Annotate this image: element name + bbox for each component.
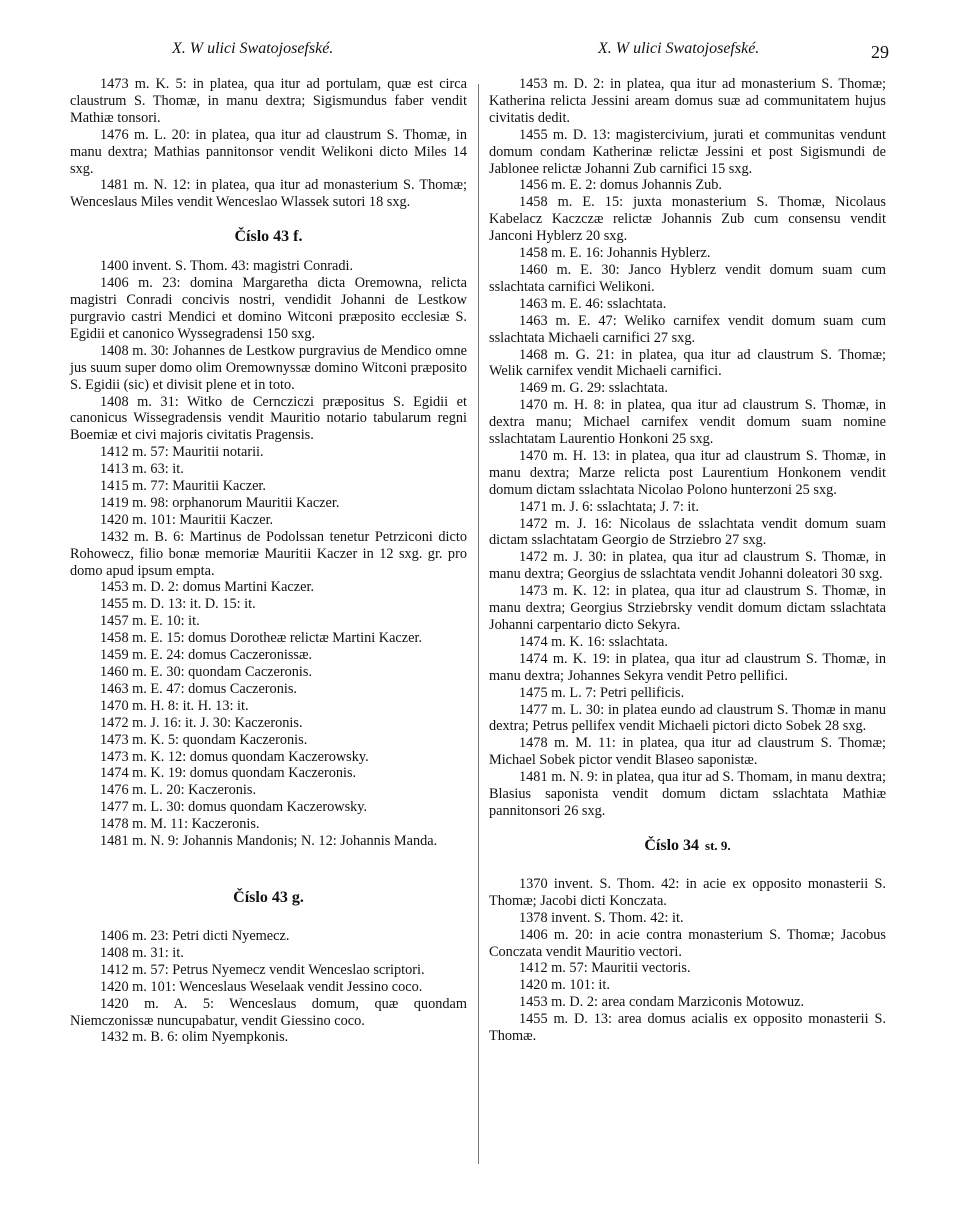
entry-paragraph (489, 313, 886, 347)
entry-paragraph (489, 194, 886, 245)
entry-paragraph (489, 245, 886, 262)
entry-text: 1458 m. E. 15: juxta monasterium S. Thomæ, Nicolaus Kabelacz Kaczczæ relictæ Johannis Zub cum consensu vendit Janconi Hyblerz 20 sxg. (489, 194, 886, 245)
entry-text: 1481 m. N. 9: in platea, qua itur ad S. Thomam, in manu dextra; Blasius saponista vendit domum dictam sslachtata Mathiæ pannitonsori 26 sxg. (489, 769, 886, 819)
entry-paragraph (70, 444, 467, 461)
running-header-right: X. W ulici Swatojosefské. (598, 40, 760, 57)
section-heading-suffix: st. 9. (705, 837, 731, 853)
section-heading (70, 888, 467, 908)
entry-paragraph (70, 816, 467, 833)
entry-paragraph (70, 799, 467, 816)
section-heading (489, 836, 886, 856)
entry-text: 1481 m. N. 12: in platea, qua itur ad monasterium S. Thomæ; Wenceslaus Miles vendit Wenceslao Wlassek sutori 18 sxg. (70, 177, 467, 211)
entry-paragraph (489, 76, 886, 127)
entry-paragraph (70, 1029, 467, 1046)
entry-paragraph (489, 910, 886, 927)
entry-text: 1456 m. E. 2: domus Johannis Zub. (519, 177, 722, 194)
entry-text: 1412 m. 57: Mauritii notarii. (100, 444, 264, 461)
section-heading-text: Číslo 34 (644, 836, 700, 854)
entry-text: 1471 m. J. 6: sslachtata; J. 7: it. (519, 498, 699, 515)
entry-paragraph (489, 977, 886, 994)
entry-paragraph (70, 127, 467, 178)
section-heading-text: Číslo 43 f. (234, 228, 303, 246)
entry-text: 1420 m. 101: it. (519, 977, 610, 994)
entry-paragraph (489, 685, 886, 702)
entry-text: 1460 m. E. 30: quondam Caczeronis. (100, 664, 313, 680)
entry-paragraph (489, 927, 886, 961)
entry-text: 1473 m. K. 12: domus quondam Kaczerowsky. (100, 748, 369, 765)
entry-paragraph (70, 732, 467, 749)
entry-text: 1400 invent. S. Thom. 43: magistri Conradi. (100, 258, 354, 275)
entry-paragraph (489, 549, 886, 583)
entry-paragraph (70, 749, 467, 766)
entry-paragraph (70, 664, 467, 681)
entry-text: 1455 m. D. 13: magistercivium, jurati et communitas vendunt domum condam Katherinæ relictæ Jessini et post Sigismundi de Jablonee relictæ Johanni Zub carnifici 15 sxg. (489, 126, 886, 177)
entry-paragraph (70, 715, 467, 732)
entry-text: 1412 m. 57: Mauritii vectoris. (519, 960, 691, 977)
entry-text: 1408 m. 30: Johannes de Lestkow purgravius de Mendico omne jus suum super domo olim Oremownyssæ domino Witconi præposito S. Egidii (sic) et divisit plene et in toto. (70, 342, 467, 393)
entry-paragraph (70, 782, 467, 799)
entry-text: 1470 m. H. 13: in platea, qua itur ad claustrum S. Thomæ, in manu dextra; Marze relicta post Laurentium Honkonem vendit domum dictam sslachtata Nicolao Polono hunterzoni 25 sxg. (489, 447, 886, 498)
entry-text: 1478 m. M. 11: in platea, qua itur ad claustrum S. Thomæ; Michael Sobek pictor vendit Blaseo saponistæ. (489, 735, 886, 769)
entry-text: 1408 m. 31: Witko de Cerncziczi præpositus S. Egidii et canonicus Wissegradensis vendit Mauritio notario tabularum regni Boemiæ et civi majoris civitatis Pragensis. (70, 393, 467, 444)
entry-paragraph (70, 613, 467, 630)
entry-text: 1413 m. 63: it. (100, 461, 184, 478)
entry-paragraph (70, 681, 467, 698)
column-divider (478, 84, 479, 1164)
entry-text: 1420 m. A. 5: Wenceslaus domum, quæ quondam Niemczonissæ nuncupabatur, vendit Giessino coco. (70, 995, 467, 1029)
entry-paragraph (489, 296, 886, 313)
entry-text: 1408 m. 31: it. (100, 944, 184, 961)
entry-paragraph (70, 945, 467, 962)
entry-text: 1453 m. D. 2: domus Martini Kaczer. (100, 579, 315, 596)
entry-paragraph (70, 765, 467, 782)
entry-text: 1477 m. L. 30: domus quondam Kaczerowsky. (100, 799, 368, 816)
entry-text: 1406 m. 23: Petri dicti Nyemecz. (100, 927, 290, 944)
entry-paragraph (70, 461, 467, 478)
entry-paragraph (70, 647, 467, 664)
entry-paragraph (70, 394, 467, 445)
entry-paragraph (489, 1011, 886, 1045)
entry-text: 1476 m. L. 20: Kaczeronis. (100, 782, 257, 799)
entry-paragraph (70, 495, 467, 512)
entry-paragraph (489, 516, 886, 550)
entry-text: 1475 m. L. 7: Petri pellificis. (519, 684, 685, 701)
entry-paragraph (489, 702, 886, 736)
entry-text: 1472 m. J. 16: Nicolaus de sslachtata vendit domum suam dictam sslachtatam Georgio de Strziebro 27 sxg. (489, 515, 886, 549)
entry-text: 1458 m. E. 15: domus Dorotheæ relictæ Martini Kaczer. (100, 630, 423, 647)
entry-paragraph (70, 833, 467, 850)
entry-text: 1420 m. 101: Wenceslaus Weselaak vendit Jessino coco. (100, 978, 423, 995)
entry-text: 1432 m. B. 6: olim Nyempkonis. (100, 1029, 289, 1046)
left-column (70, 76, 467, 1046)
entry-paragraph (70, 258, 467, 275)
entry-text: 1469 m. G. 29: sslachtata. (519, 380, 668, 397)
entry-text: 1370 invent. S. Thom. 42: in acie ex opposito monasterii S. Thomæ; Jacobi dicti Konczata. (489, 875, 886, 909)
entry-text: 1406 m. 20: in acie contra monasterium S. Thomæ; Jacobus Conczata vendit Mauritio vectori. (489, 926, 886, 960)
page-number: 29 (871, 42, 889, 62)
entry-text: 1453 m. D. 2: area condam Marziconis Motowuz. (519, 994, 805, 1011)
entry-text: 1474 m. K. 19: in platea, qua itur ad claustrum S. Thomæ, in manu dextra; Johannes Sekyra vendit Petro pellifici. (489, 650, 886, 684)
entry-text: 1415 m. 77: Mauritii Kaczer. (100, 478, 266, 495)
entry-paragraph (489, 177, 886, 194)
entry-text: 1473 m. K. 12: in platea, qua itur ad claustrum S. Thomæ, in manu dextra; Georgius Strziebrsky vendit domum dictam sslachtata Johanni carpentario dicto Sekyra. (489, 583, 886, 633)
entry-paragraph (489, 583, 886, 634)
entry-text: 1457 m. E. 10: it. (100, 613, 200, 630)
entry-text: 1473 m. K. 5: quondam Kaczeronis. (100, 731, 308, 748)
section-heading-text: Číslo 43 g. (233, 888, 304, 906)
entry-text: 1406 m. 23: domina Margaretha dicta Oremowna, relicta magistri Conradi concivis nostri, vendidit Johanni de Lestkow purgravio castri Mendici et domino Witconi præposito ecclesiæ S. Egidii et canonico Wyssegradensi 150 sxg. (70, 275, 467, 342)
entry-paragraph (70, 343, 467, 394)
entry-text: 1477 m. L. 30: in platea eundo ad claustrum S. Thomæ in manu dextra; Petrus pellifex vendit Michaeli pictori dicto Sobek 28 sxg. (489, 701, 886, 735)
entry-paragraph (70, 596, 467, 613)
entry-paragraph (489, 735, 886, 769)
entry-text: 1460 m. E. 30: Janco Hyblerz vendit domum suam cum sslachtata carnifici Welikoni. (489, 261, 886, 295)
entry-paragraph (489, 634, 886, 651)
entry-text: 1470 m. H. 8: it. H. 13: it. (100, 697, 249, 714)
entry-paragraph (489, 397, 886, 448)
entry-paragraph (70, 630, 467, 647)
entry-paragraph (489, 127, 886, 178)
entry-text: 1453 m. D. 2: in platea, qua itur ad monasterium S. Thomæ; Katherina relicta Jessini aream domus suæ ad communitatem hujus civitatis dedit. (489, 76, 886, 126)
entry-paragraph (489, 651, 886, 685)
entry-paragraph (70, 962, 467, 979)
entry-paragraph (489, 448, 886, 499)
entry-text: 1476 m. L. 20: in platea, qua itur ad claustrum S. Thomæ, in manu dextra; Mathias pannitonsor vendit Welikoni dicto Miles 14 sxg. (70, 126, 467, 177)
entry-paragraph (70, 275, 467, 343)
entry-text: 1478 m. M. 11: Kaczeronis. (100, 816, 260, 833)
right-column (489, 76, 886, 1045)
entry-paragraph (489, 380, 886, 397)
entry-paragraph (70, 928, 467, 945)
section-heading (70, 227, 467, 247)
entry-text: 1463 m. E. 47: Weliko carnifex vendit domum suam cum sslachtata Michaeli carnifici 27 sxg. (489, 312, 886, 346)
entry-text: 1378 invent. S. Thom. 42: it. (519, 909, 684, 926)
entry-paragraph (70, 529, 467, 580)
entry-text: 1463 m. E. 47: domus Caczeronis. (100, 680, 297, 697)
entry-text: 1472 m. J. 16: it. J. 30: Kaczeronis. (100, 714, 303, 731)
entry-text: 1474 m. K. 16: sslachtata. (519, 633, 668, 650)
running-header-left: X. W ulici Swatojosefské. (172, 40, 334, 57)
entry-text: 1432 m. B. 6: Martinus de Podolssan tenetur Petrziconi dicto Rohowecz, filio bonæ memoriæ Mauritii Kaczer in 12 sxg. gr. pro domo apud ipsum empta. (70, 528, 467, 579)
entry-paragraph (489, 347, 886, 381)
entry-paragraph (70, 512, 467, 529)
entry-text: 1470 m. H. 8: in platea, qua itur ad claustrum S. Thomæ, in dextra manu; Michael carnifex vendit domum suam nomine sslachtatam Laurentio Honkoni 25 sxg. (489, 397, 886, 448)
entry-text: 1455 m. D. 13: area domus acialis ex opposito monasterii S. Thomæ. (489, 1011, 886, 1045)
entry-paragraph (70, 698, 467, 715)
entry-paragraph (489, 499, 886, 516)
entry-text: 1412 m. 57: Petrus Nyemecz vendit Wenceslao scriptori. (100, 961, 425, 978)
entry-paragraph (70, 979, 467, 996)
entry-text: 1463 m. E. 46: sslachtata. (519, 295, 667, 312)
entry-text: 1458 m. E. 16: Johannis Hyblerz. (519, 245, 711, 262)
entry-text: 1459 m. E. 24: domus Caczeronissæ. (100, 647, 313, 664)
entry-text: 1474 m. K. 19: domus quondam Kaczeronis. (100, 765, 357, 782)
entry-text: 1481 m. N. 9: Johannis Mandonis; N. 12: Johannis Manda. (100, 833, 438, 850)
entry-text: 1455 m. D. 13: it. D. 15: it. (100, 596, 256, 613)
entry-text: 1468 m. G. 21: in platea, qua itur ad claustrum S. Thomæ; Welik carnifex vendit Michaeli carnifici. (489, 346, 886, 380)
entry-text: 1473 m. K. 5: in platea, qua itur ad portulam, quæ est circa claustrum S. Thomæ, in manu dextra; Sigismundus faber vendit Mathiæ tonsori. (70, 76, 467, 126)
entry-paragraph (70, 478, 467, 495)
entry-paragraph (489, 262, 886, 296)
entry-paragraph (70, 579, 467, 596)
entry-paragraph (70, 996, 467, 1030)
entry-text: 1420 m. 101: Mauritii Kaczer. (100, 511, 274, 528)
entry-text: 1419 m. 98: orphanorum Mauritii Kaczer. (100, 494, 340, 511)
entry-text: 1472 m. J. 30: in platea, qua itur ad claustrum S. Thomæ, in manu dextra; Georgius de sslachtata vendit Johanni doleatori 30 sxg. (489, 549, 886, 583)
entry-paragraph (70, 177, 467, 211)
entry-paragraph (489, 960, 886, 977)
entry-paragraph (70, 76, 467, 127)
entry-paragraph (489, 876, 886, 910)
entry-paragraph (489, 994, 886, 1011)
entry-paragraph (489, 769, 886, 820)
